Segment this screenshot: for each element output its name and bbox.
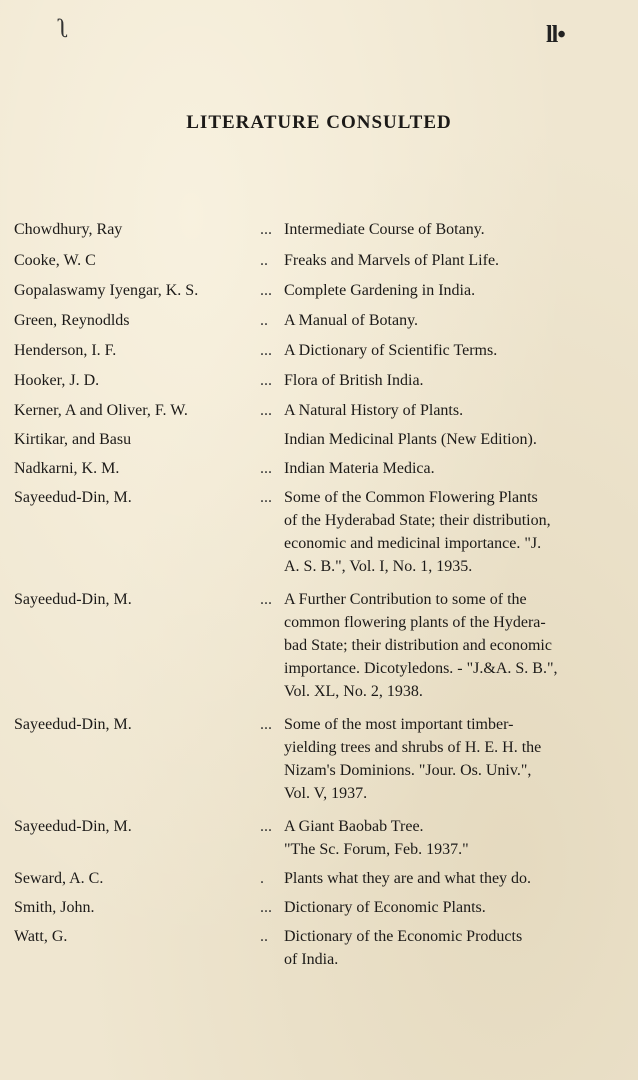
list-item [14, 249, 626, 273]
entry-author: Sayeedud-Din, M. [14, 716, 132, 733]
entry-author: Henderson, I. F. [14, 342, 117, 359]
entry-leader: ... [260, 489, 272, 506]
entry-work: A Dictionary of Scientific Terms. [284, 342, 498, 359]
page-number: ll• [546, 22, 565, 48]
entry-leader: ... [260, 591, 272, 608]
entry-author: Sayeedud-Din, M. [14, 818, 132, 835]
entry-work: Plants what they are and what they do. [284, 870, 532, 887]
entry-leader: .. [260, 252, 268, 269]
entry-leader: ... [260, 402, 272, 419]
entry-leader: ... [260, 899, 272, 916]
entry-author: Chowdhury, Ray [14, 221, 123, 238]
entry-author: Kirtikar, and Basu [14, 431, 132, 448]
entry-work: A Further Contribution to some of the common flowering plants of the Hydera- bad State; their distribution and economic importance. Dicotyledons. - "J.&A. S. B.", Vol. XL, No. 2, 1938. [284, 591, 558, 700]
list-item [14, 279, 626, 303]
entry-author: Kerner, A and Oliver, F. W. [14, 402, 188, 419]
entry-author: Sayeedud-Din, M. [14, 489, 132, 506]
list-item [14, 339, 626, 363]
list-item [14, 486, 626, 578]
entry-work: Some of the Common Flowering Plants of the Hyderabad State; their distribution, economic and medicinal importance. "J. A. S. B.", Vol. I, No. 1, 1935. [284, 489, 551, 575]
list-item [14, 369, 626, 393]
entry-work: Indian Materia Medica. [284, 460, 435, 477]
entry-work: Indian Medicinal Plants (New Edition). [284, 431, 537, 448]
list-item [14, 815, 626, 861]
entry-author: Sayeedud-Din, M. [14, 591, 132, 608]
entry-author: Seward, A. C. [14, 870, 104, 887]
entry-author: Nadkarni, K. M. [14, 460, 120, 477]
entry-work: Some of the most important timber- yielding trees and shrubs of H. E. H. the Nizam's Dominions. "Jour. Os. Univ.", Vol. V, 1937. [284, 716, 542, 802]
entry-author: Gopalaswamy Iyengar, K. S. [14, 282, 199, 299]
entry-leader: .. [260, 312, 268, 329]
entry-work: A Giant Baobab Tree. "The Sc. Forum, Feb. 1937." [284, 818, 469, 858]
entry-author: Hooker, J. D. [14, 372, 100, 389]
list-item [14, 309, 626, 333]
list-item [14, 925, 626, 971]
list-item [14, 713, 626, 805]
entry-leader: .. [260, 928, 268, 945]
list-item [14, 867, 626, 891]
list-item [14, 428, 626, 452]
entry-leader: ... [260, 221, 272, 238]
entry-work: A Natural History of Plants. [284, 402, 464, 419]
entry-work: Freaks and Marvels of Plant Life. [284, 252, 500, 269]
entry-leader: ... [260, 342, 272, 359]
entry-leader: ... [260, 818, 272, 835]
entry-work: Complete Gardening in India. [284, 282, 476, 299]
list-item [14, 896, 626, 920]
entry-author: Watt, G. [14, 928, 68, 945]
entry-leader: ... [260, 716, 272, 733]
entry-author: Green, Reynodlds [14, 312, 130, 329]
list-item [14, 399, 626, 423]
literature-list [14, 218, 626, 971]
entry-work: Intermediate Course of Botany. [284, 221, 485, 238]
entry-leader: ... [260, 282, 272, 299]
entry-work: A Manual of Botany. [284, 312, 419, 329]
entry-author: Cooke, W. C [14, 252, 96, 269]
entry-work: Dictionary of Economic Plants. [284, 899, 486, 916]
entry-work: Dictionary of the Economic Products of India. [284, 928, 523, 968]
list-item [14, 588, 626, 703]
list-item [14, 218, 626, 242]
list-item [14, 457, 626, 481]
entry-work: Flora of British India. [284, 372, 424, 389]
entry-author: Smith, John. [14, 899, 95, 916]
entry-leader: ... [260, 372, 272, 389]
entry-leader: . [260, 870, 264, 887]
entry-leader: ... [260, 460, 272, 477]
corner-mark: ʅ [58, 14, 70, 43]
page-title: LITERATURE CONSULTED [186, 112, 452, 133]
